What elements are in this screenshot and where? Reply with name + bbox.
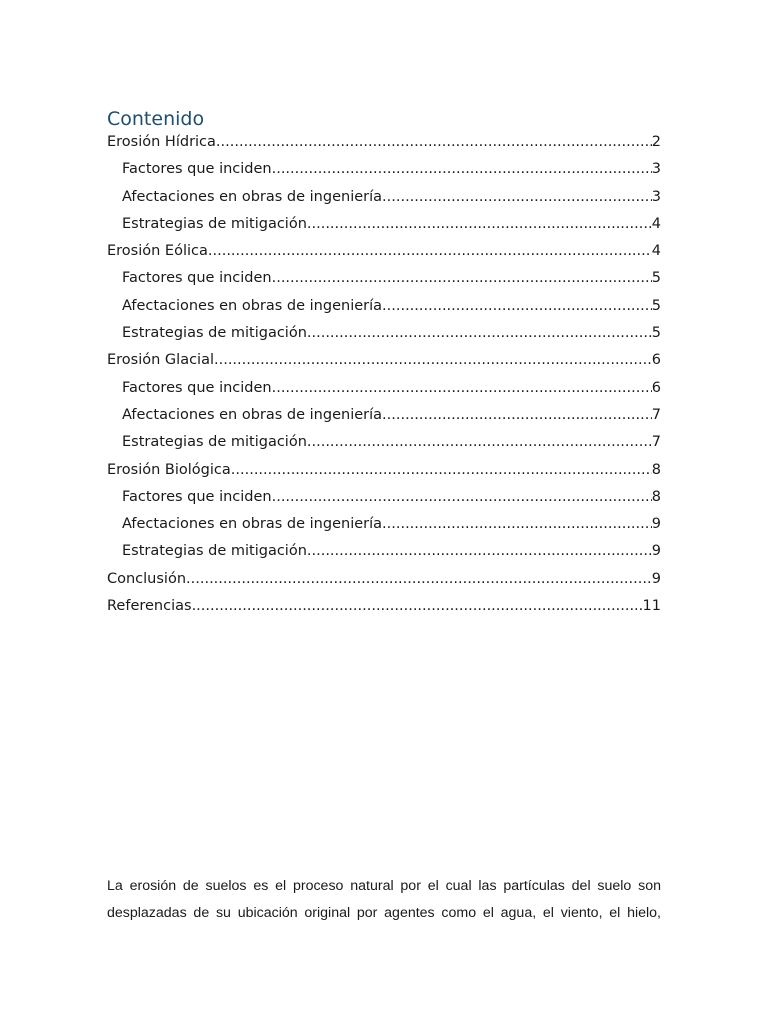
toc-entry[interactable]	[107, 238, 661, 265]
toc-page-number: 9	[651, 543, 661, 560]
toc-entry-label: Afectaciones en obras de ingeniería	[122, 188, 383, 205]
toc-dot-leader	[382, 184, 652, 211]
toc-entry-label: Factores que inciden	[122, 161, 272, 178]
paragraph-line: desplazadas de su ubicación original por agentes como el agua, el viento, el hielo,	[107, 905, 661, 921]
toc-dot-leader	[382, 293, 652, 320]
toc-dot-leader	[192, 593, 643, 620]
toc-page-number: 6	[651, 379, 661, 396]
toc-dot-leader	[307, 211, 652, 238]
toc-entry[interactable]	[107, 265, 661, 292]
toc-entry-label: Estrategias de mitigación	[122, 215, 307, 232]
toc-entry-label: Afectaciones en obras de ingeniería	[122, 297, 383, 314]
toc-page-number: 9	[651, 516, 661, 533]
toc-dot-leader	[272, 484, 652, 511]
toc-page-number: 7	[651, 406, 661, 423]
toc-page-number: 7	[651, 434, 661, 451]
toc-page-number: 4	[651, 243, 661, 260]
toc-entry-label: Afectaciones en obras de ingeniería	[122, 516, 383, 533]
toc-entry[interactable]	[107, 129, 661, 156]
toc-entry[interactable]	[107, 457, 661, 484]
toc-entry-label: Referencias	[107, 598, 192, 615]
toc-entry[interactable]	[107, 184, 661, 211]
toc-dot-leader	[186, 566, 652, 593]
toc-page-number: 5	[651, 297, 661, 314]
toc-entry-label: Erosión Hídrica	[107, 134, 216, 150]
toc-entry[interactable]	[107, 347, 661, 374]
toc-dot-leader	[382, 402, 652, 429]
toc-dot-leader	[307, 538, 652, 565]
toc-dot-leader	[307, 429, 652, 456]
toc-entry[interactable]	[107, 293, 661, 320]
toc-dot-leader	[216, 129, 652, 156]
toc-page-number: 5	[651, 325, 661, 342]
toc-dot-leader	[272, 375, 652, 402]
toc-page-number: 2	[651, 134, 661, 150]
toc-entry[interactable]	[107, 429, 661, 456]
toc-entry-label: Erosión Glacial	[107, 352, 214, 369]
toc-entry-label: Factores que inciden	[122, 488, 272, 505]
toc-entry[interactable]	[107, 538, 661, 565]
toc-page-number: 8	[651, 461, 661, 478]
toc-dot-leader	[272, 156, 652, 183]
table-of-contents	[107, 129, 661, 620]
toc-title: Contenido	[107, 108, 205, 130]
paragraph-line: La erosión de suelos es el proceso natural por el cual las partículas del suelo son	[107, 878, 661, 894]
toc-entry[interactable]	[107, 484, 661, 511]
toc-entry-label: Erosión Eólica	[107, 243, 208, 260]
toc-page-number: 3	[651, 161, 661, 178]
toc-entry[interactable]	[107, 593, 661, 620]
toc-page-number: 6	[651, 352, 661, 369]
toc-entry-label: Factores que inciden	[122, 379, 272, 396]
toc-dot-leader	[231, 457, 652, 484]
toc-entry-label: Estrategias de mitigación	[122, 543, 307, 560]
toc-page-number: 3	[651, 188, 661, 205]
toc-entry-label: Conclusión	[107, 570, 187, 587]
toc-entry[interactable]	[107, 156, 661, 183]
toc-page-number: 8	[651, 488, 661, 505]
toc-dot-leader	[307, 320, 652, 347]
toc-entry-label: Erosión Biológica	[107, 461, 231, 478]
toc-dot-leader	[208, 238, 652, 265]
toc-page-number: 11	[642, 598, 661, 615]
toc-entry[interactable]	[107, 566, 661, 593]
toc-entry[interactable]	[107, 375, 661, 402]
toc-entry-label: Estrategias de mitigación	[122, 434, 307, 451]
toc-page-number: 4	[651, 215, 661, 232]
toc-entry[interactable]	[107, 402, 661, 429]
toc-entry[interactable]	[107, 511, 661, 538]
toc-dot-leader	[214, 347, 652, 374]
toc-dot-leader	[382, 511, 652, 538]
toc-page-number: 5	[651, 270, 661, 287]
toc-dot-leader	[272, 265, 652, 292]
toc-entry[interactable]	[107, 211, 661, 238]
toc-entry-label: Factores que inciden	[122, 270, 272, 287]
toc-entry[interactable]	[107, 320, 661, 347]
toc-entry-label: Estrategias de mitigación	[122, 325, 307, 342]
toc-entry-label: Afectaciones en obras de ingeniería	[122, 406, 383, 423]
toc-page-number: 9	[651, 570, 661, 587]
intro-paragraph	[107, 873, 661, 927]
